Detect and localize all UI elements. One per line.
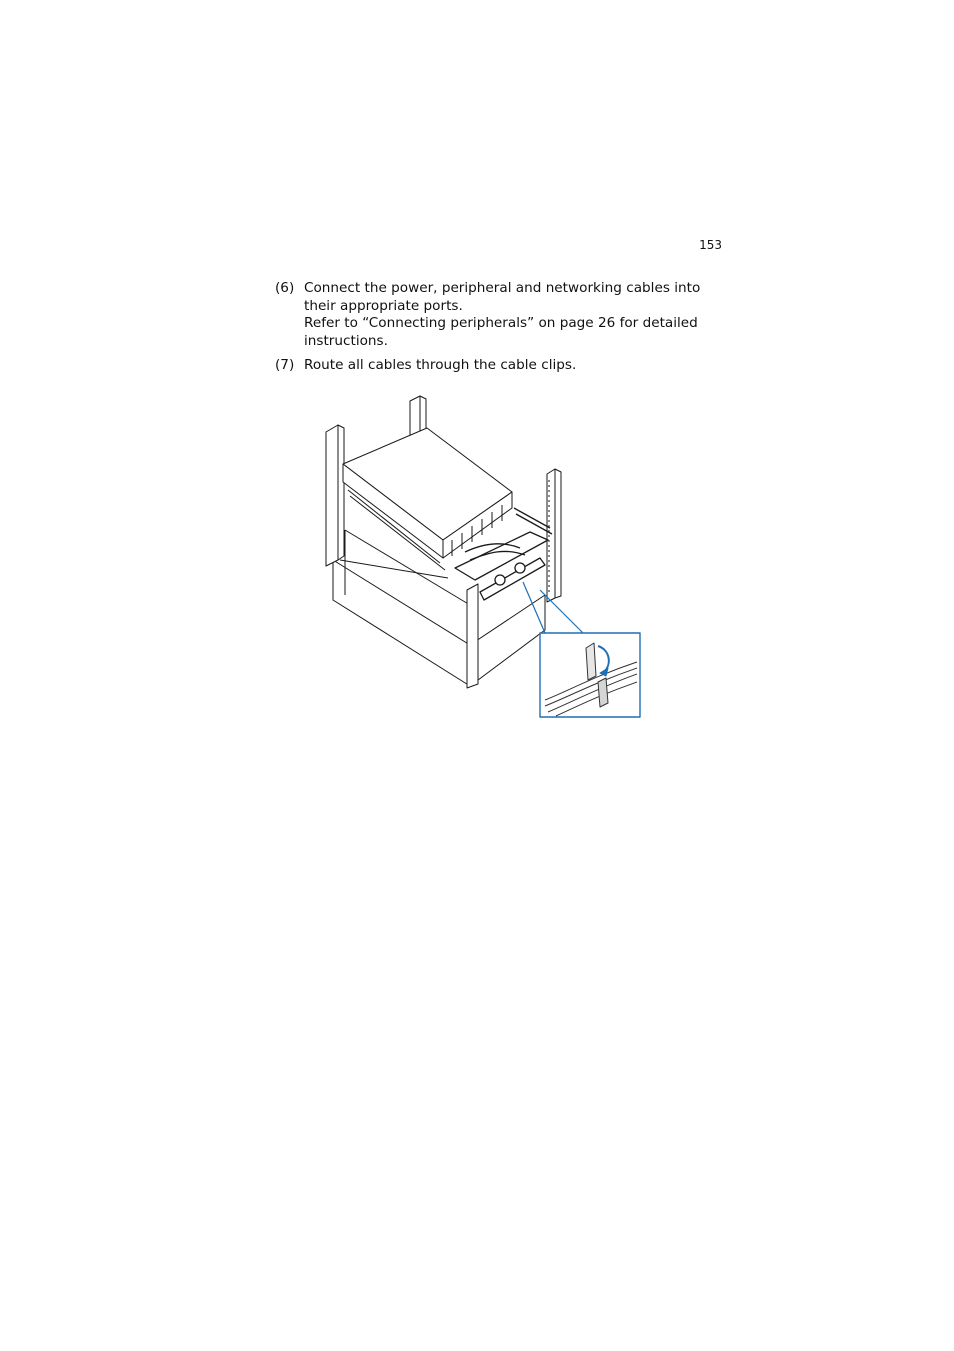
- step-text: [304, 280, 725, 350]
- rack-server-illustration: [320, 392, 650, 722]
- step-7: [275, 357, 725, 375]
- step-text: [304, 357, 725, 375]
- rack-post-right: [467, 584, 478, 688]
- step-line: Connect the power, peripheral and networking cables into: [304, 280, 701, 296]
- cable-clip-detail: [540, 633, 640, 717]
- page-number: 153: [699, 238, 722, 252]
- step-line: Route all cables through the cable clips.: [304, 357, 577, 373]
- rack-post-left: [326, 425, 344, 566]
- step-number: (7): [275, 357, 295, 373]
- step-line: their appropriate ports.: [304, 297, 463, 314]
- rack-figure: [320, 392, 650, 722]
- step-line: instructions.: [304, 332, 388, 349]
- rack-post-rear-right: [547, 469, 561, 602]
- step-line: Refer to “Connecting peripherals” on page 26 for detailed: [304, 315, 698, 332]
- step-6: [275, 280, 725, 350]
- step-number: (6): [275, 280, 295, 296]
